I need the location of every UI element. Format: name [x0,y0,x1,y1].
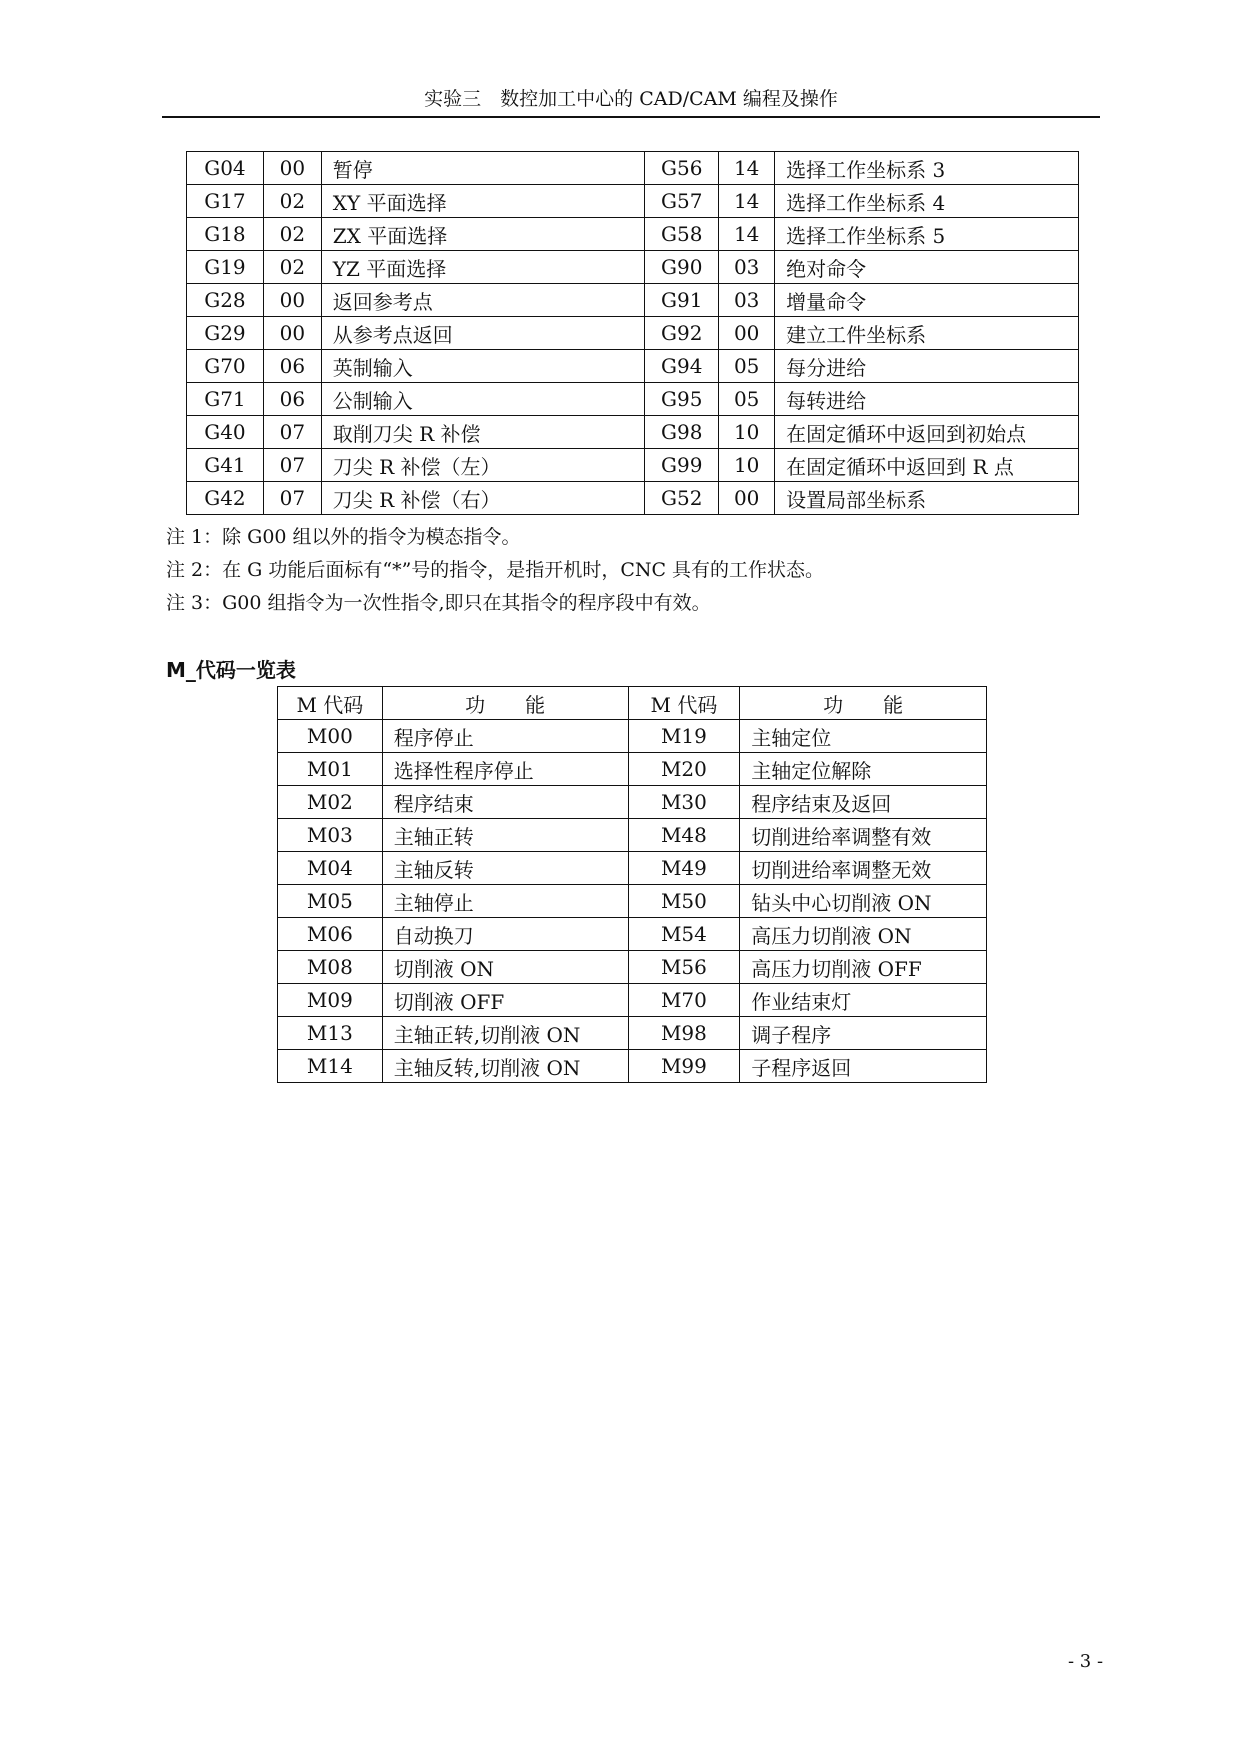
g-function-cell: 返回参考点 [321,284,645,317]
g-code-cell: G40 [187,416,264,449]
note-2: 注 2：在 G 功能后面标有“*”号的指令，是指开机时，CNC 具有的工作状态。 [166,559,825,581]
m-function-cell: 自动换刀 [382,918,628,951]
g-group-cell: 02 [263,251,321,284]
g-function-cell: 选择工作坐标系 3 [775,152,1079,185]
m-code-cell: M14 [278,1050,383,1083]
g-code-cell: G19 [187,251,264,284]
g-function-cell: 建立工件坐标系 [775,317,1079,350]
table-row [278,852,987,885]
m-function-cell: 主轴定位解除 [740,753,987,786]
g-group-cell: 00 [263,284,321,317]
m-code-cell: M02 [278,786,383,819]
g-group-cell: 00 [263,152,321,185]
m-function-cell: 主轴停止 [382,885,628,918]
g-code-cell: G42 [187,482,264,515]
table-row [278,786,987,819]
m-function-cell: 主轴反转 [382,852,628,885]
page-header: 实验三 数控加工中心的 CAD/CAM 编程及操作 [162,86,1100,118]
g-code-table [186,151,1079,515]
m-code-cell: M56 [628,951,740,984]
m-function-cell: 选择性程序停止 [382,753,628,786]
table-row [187,185,1079,218]
page-number: - 3 - [1068,1651,1104,1672]
m-code-cell: M19 [628,720,740,753]
notes [166,521,824,620]
m-code-cell: M98 [628,1017,740,1050]
m-code-cell: M20 [628,753,740,786]
g-code-cell: G29 [187,317,264,350]
g-group-cell: 03 [719,284,775,317]
g-code-cell: G56 [645,152,719,185]
g-code-cell: G04 [187,152,264,185]
m-function-cell: 高压力切削液 ON [740,918,987,951]
g-function-cell: 从参考点返回 [321,317,645,350]
table-row [278,819,987,852]
column-header: M 代码 [278,687,383,720]
g-code-cell: G57 [645,185,719,218]
g-function-cell: 暂停 [321,152,645,185]
g-function-cell: XY 平面选择 [321,185,645,218]
g-code-cell: G94 [645,350,719,383]
m-code-cell: M49 [628,852,740,885]
m-function-cell: 钻头中心切削液 ON [740,885,987,918]
m-code-cell: M01 [278,753,383,786]
column-header: M 代码 [628,687,740,720]
m-function-cell: 程序停止 [382,720,628,753]
m-code-cell: M70 [628,984,740,1017]
table-row [187,152,1079,185]
m-code-cell: M99 [628,1050,740,1083]
m-function-cell: 主轴正转,切削液 ON [382,1017,628,1050]
m-function-cell: 高压力切削液 OFF [740,951,987,984]
g-function-cell: 绝对命令 [775,251,1079,284]
m-code-cell: M30 [628,786,740,819]
m-function-cell: 主轴定位 [740,720,987,753]
g-group-cell: 14 [719,218,775,251]
m-code-cell: M48 [628,819,740,852]
m-code-cell: M06 [278,918,383,951]
m-function-cell: 切削液 OFF [382,984,628,1017]
m-function-cell: 主轴正转 [382,819,628,852]
table-row [278,984,987,1017]
column-header: 功 能 [382,687,628,720]
m-function-cell: 程序结束 [382,786,628,819]
g-group-cell: 06 [263,350,321,383]
m-code-table [277,686,987,1083]
g-function-cell: 每分进给 [775,350,1079,383]
note-1: 注 1：除 G00 组以外的指令为模态指令。 [166,526,521,548]
g-code-cell: G92 [645,317,719,350]
g-code-cell: G17 [187,185,264,218]
table-row [187,449,1079,482]
g-group-cell: 00 [719,482,775,515]
m-function-cell: 作业结束灯 [740,984,987,1017]
m-code-title: M_代码一览表 [166,658,296,682]
g-code-cell: G71 [187,383,264,416]
g-group-cell: 07 [263,449,321,482]
m-function-cell: 程序结束及返回 [740,786,987,819]
g-function-cell: 英制输入 [321,350,645,383]
g-code-cell: G58 [645,218,719,251]
g-function-cell: 在固定循环中返回到 R 点 [775,449,1079,482]
g-group-cell: 05 [719,350,775,383]
g-code-cell: G52 [645,482,719,515]
table-row [187,218,1079,251]
table-row [278,1050,987,1083]
table-header-row [278,687,987,720]
g-group-cell: 00 [263,317,321,350]
m-function-cell: 调子程序 [740,1017,987,1050]
g-code-cell: G18 [187,218,264,251]
g-group-cell: 10 [719,416,775,449]
g-group-cell: 14 [719,152,775,185]
g-group-cell: 00 [719,317,775,350]
g-code-cell: G90 [645,251,719,284]
table-row [187,284,1079,317]
table-row [278,753,987,786]
g-code-cell: G41 [187,449,264,482]
g-function-cell: 选择工作坐标系 4 [775,185,1079,218]
table-row [187,251,1079,284]
g-group-cell: 02 [263,218,321,251]
table-row [187,317,1079,350]
g-code-cell: G98 [645,416,719,449]
g-group-cell: 07 [263,482,321,515]
table-row [187,383,1079,416]
g-group-cell: 02 [263,185,321,218]
g-code-cell: G91 [645,284,719,317]
g-function-cell: ZX 平面选择 [321,218,645,251]
note-3: 注 3：G00 组指令为一次性指令,即只在其指令的程序段中有效。 [166,592,711,614]
g-function-cell: 每转进给 [775,383,1079,416]
g-code-cell: G99 [645,449,719,482]
m-function-cell: 切削进给率调整无效 [740,852,987,885]
table-row [187,416,1079,449]
column-header: 功 能 [740,687,987,720]
g-function-cell: 公制输入 [321,383,645,416]
table-row [187,350,1079,383]
m-code-cell: M13 [278,1017,383,1050]
m-function-cell: 切削液 ON [382,951,628,984]
g-group-cell: 06 [263,383,321,416]
g-group-cell: 05 [719,383,775,416]
m-code-cell: M09 [278,984,383,1017]
table-row [278,918,987,951]
g-function-cell: 刀尖 R 补偿（右） [321,482,645,515]
m-function-cell: 切削进给率调整有效 [740,819,987,852]
table-row [278,885,987,918]
g-code-cell: G95 [645,383,719,416]
g-function-cell: 设置局部坐标系 [775,482,1079,515]
g-group-cell: 07 [263,416,321,449]
table-row [278,720,987,753]
m-code-cell: M03 [278,819,383,852]
m-code-cell: M00 [278,720,383,753]
g-code-cell: G28 [187,284,264,317]
table-row [278,1017,987,1050]
g-function-cell: 选择工作坐标系 5 [775,218,1079,251]
m-code-cell: M54 [628,918,740,951]
g-group-cell: 10 [719,449,775,482]
m-code-cell: M08 [278,951,383,984]
g-function-cell: YZ 平面选择 [321,251,645,284]
g-function-cell: 在固定循环中返回到初始点 [775,416,1079,449]
m-code-cell: M04 [278,852,383,885]
g-function-cell: 刀尖 R 补偿（左） [321,449,645,482]
table-row [278,951,987,984]
g-function-cell: 取削刀尖 R 补偿 [321,416,645,449]
g-group-cell: 14 [719,185,775,218]
g-group-cell: 03 [719,251,775,284]
table-row [187,482,1079,515]
m-function-cell: 子程序返回 [740,1050,987,1083]
m-code-cell: M50 [628,885,740,918]
g-function-cell: 增量命令 [775,284,1079,317]
g-code-cell: G70 [187,350,264,383]
m-code-cell: M05 [278,885,383,918]
m-function-cell: 主轴反转,切削液 ON [382,1050,628,1083]
